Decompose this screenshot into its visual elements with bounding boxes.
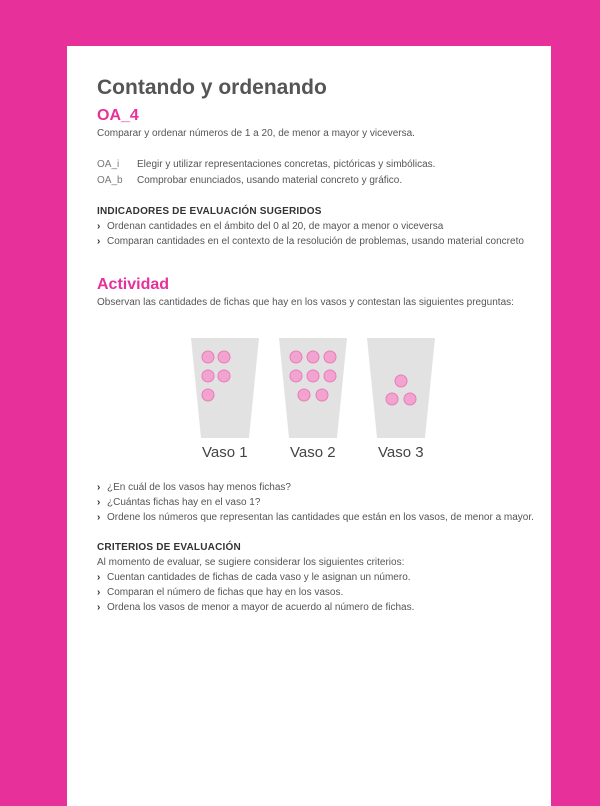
criteria-text: Cuentan cantidades de fichas de cada vaso y le asignan un número. (107, 572, 411, 583)
skill-code: OA_i (97, 159, 120, 170)
bullet-chevron-icon: › (97, 587, 101, 598)
vaso-2-label: Vaso 2 (290, 444, 336, 461)
bullet-chevron-icon: › (97, 602, 101, 613)
indicator-item (97, 236, 524, 247)
oa-description: Comparar y ordenar números de 1 a 20, de menor a mayor y viceversa. (97, 128, 415, 139)
bullet-chevron-icon: › (97, 482, 101, 493)
skill-row (97, 175, 402, 186)
skill-text: Elegir y utilizar representaciones concretas, pictóricas y simbólicas. (137, 159, 436, 170)
indicators-heading: INDICADORES DE EVALUACIÓN SUGERIDOS (97, 206, 322, 217)
criteria-text: Ordena los vasos de menor a mayor de acuerdo al número de fichas. (107, 602, 415, 613)
criteria-item (97, 587, 343, 598)
bullet-chevron-icon: › (97, 572, 101, 583)
indicator-text: Ordenan cantidades en el ámbito del 0 al 20, de mayor a menor o viceversa (107, 221, 444, 232)
indicator-text: Comparan cantidades en el contexto de la resolución de problemas, usando material concreto (107, 236, 524, 247)
worksheet-page (67, 46, 551, 806)
vaso-2-cup (279, 338, 347, 438)
question-text: Ordene los números que representan las cantidades que están en los vasos, de menor a mayor. (107, 512, 534, 523)
question-text: ¿Cuántas fichas hay en el vaso 1? (107, 497, 261, 508)
criteria-item (97, 572, 411, 583)
skill-code: OA_b (97, 175, 123, 186)
vaso-1-cup (191, 338, 259, 438)
criteria-heading: CRITERIOS DE EVALUACIÓN (97, 542, 241, 553)
skill-row (97, 159, 435, 170)
vaso-1-label: Vaso 1 (202, 444, 248, 461)
page-title: Contando y ordenando (97, 76, 327, 99)
bullet-chevron-icon: › (97, 221, 101, 232)
bullet-chevron-icon: › (97, 236, 101, 247)
skill-text: Comprobar enunciados, usando material concreto y gráfico. (137, 175, 403, 186)
question-item (97, 497, 260, 508)
bullet-chevron-icon: › (97, 512, 101, 523)
indicator-item (97, 221, 443, 232)
vasos-svg (97, 334, 537, 444)
criteria-intro: Al momento de evaluar, se sugiere considerar los siguientes criterios: (97, 557, 405, 568)
bullet-chevron-icon: › (97, 497, 101, 508)
vaso-3-label: Vaso 3 (378, 444, 424, 461)
activity-description: Observan las cantidades de fichas que hay en los vasos y contestan las siguientes preguntas: (97, 297, 514, 308)
vasos-illustration (97, 334, 537, 464)
question-text: ¿En cuál de los vasos hay menos fichas? (107, 482, 291, 493)
criteria-item (97, 602, 414, 613)
vaso-3-cup (367, 338, 435, 438)
activity-heading: Actividad (97, 276, 170, 293)
question-item (97, 512, 534, 523)
criteria-text: Comparan el número de fichas que hay en los vasos. (107, 587, 344, 598)
question-item (97, 482, 291, 493)
oa-code: OA_4 (97, 107, 139, 124)
